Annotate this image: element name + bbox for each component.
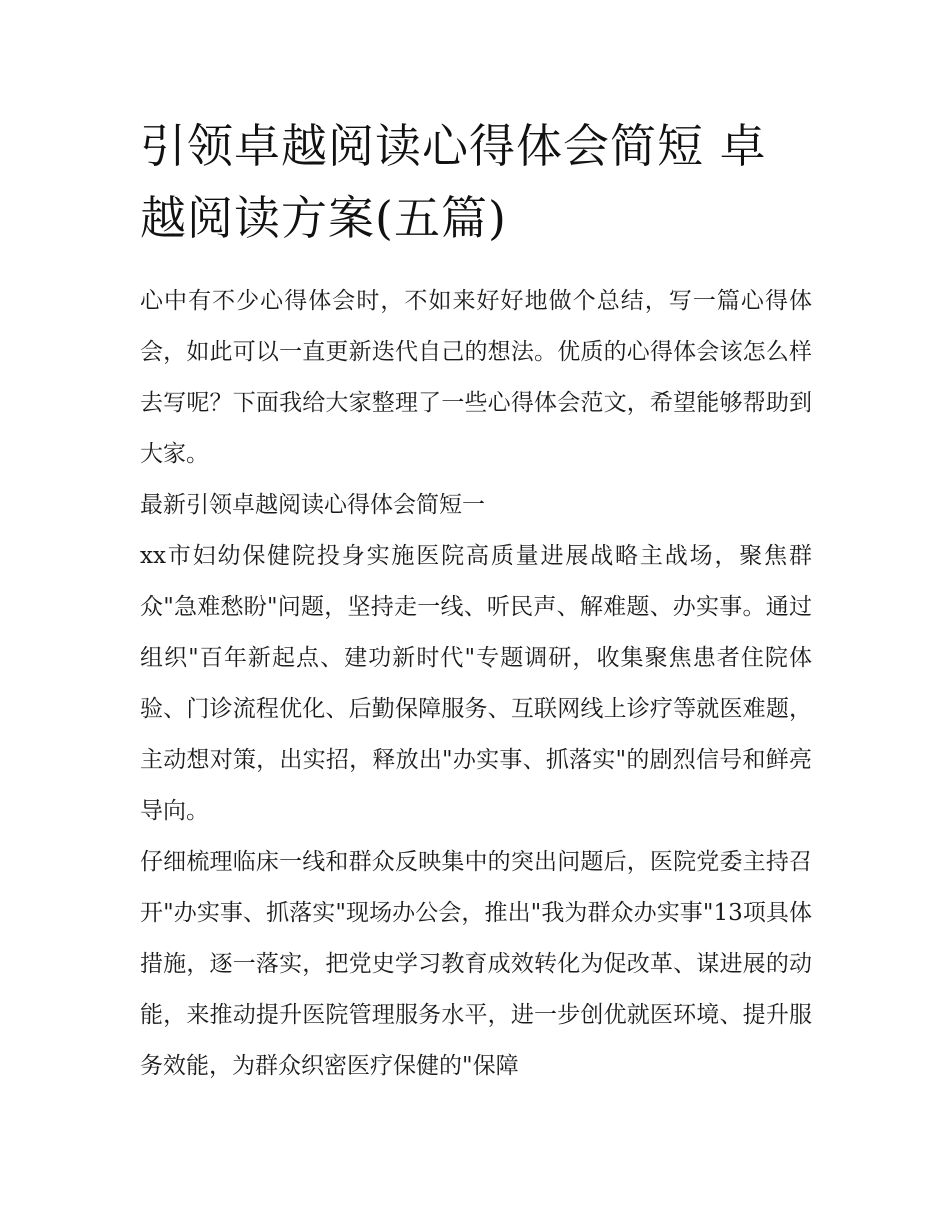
body-paragraph: xx市妇幼保健院投身实施医院高质量进展战略主战场，聚焦群众"急难愁盼"问题，坚持走一线、听民声、解难题、办实事。通过组织"百年新起点、建功新时代"专题调研，收集聚焦患者住院体验、门诊流程优化、后勤保障服务、互联网线上诊疗等就医难题，主动想对策，出实招，释放出"办实事、抓落实"的剧烈信号和鲜亮导向。 (140, 543, 812, 824)
document-body (140, 276, 812, 1092)
document-title: 引领卓越阅读心得体会简短 卓越阅读方案(五篇) (140, 119, 767, 245)
document-page (140, 110, 812, 1092)
body-paragraph: 仔细梳理临床一线和群众反映集中的突出问题后，医院党委主持召开"办实事、抓落实"现场办公会，推出"我为群众办实事"13项具体措施，逐一落实，把党史学习教育成效转化为促改革、谋进展的动能，来推动提升医院管理服务水平，进一步创优就医环境、提升服务效能，为群众织密医疗保健的"保障 (140, 849, 812, 1079)
section-heading: 最新引领卓越阅读心得体会简短一 (140, 492, 485, 518)
intro-paragraph: 心中有不少心得体会时，不如来好好地做个总结，写一篇心得体会，如此可以一直更新迭代自己的想法。优质的心得体会该怎么样去写呢？下面我给大家整理了一些心得体会范文，希望能够帮助到大家。 (140, 288, 812, 467)
